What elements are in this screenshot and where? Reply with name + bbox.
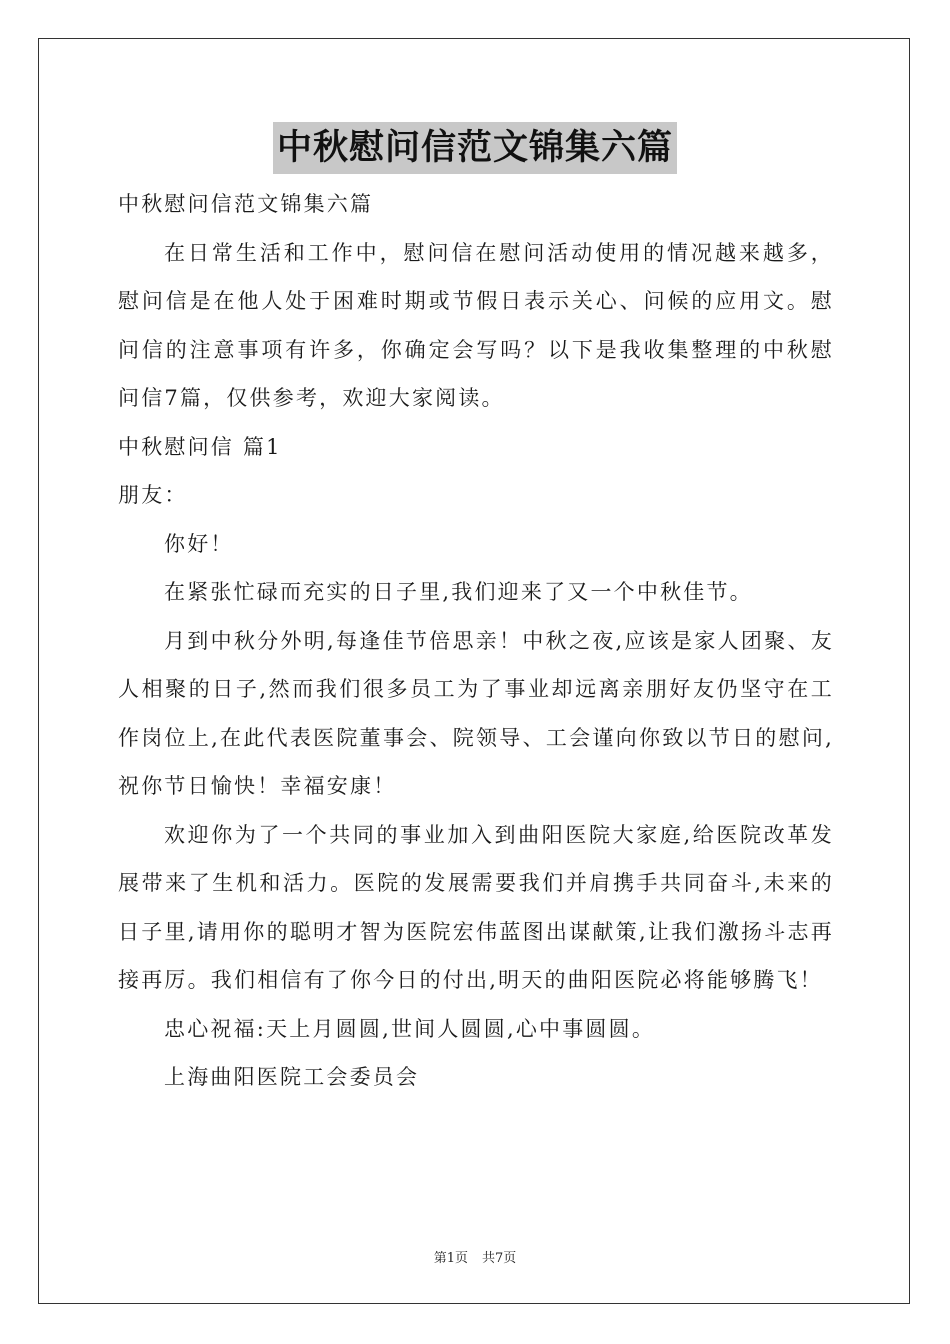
subtitle-line: 中秋慰问信范文锦集六篇 [118,192,374,216]
document-title: 中秋慰问信范文锦集六篇 [273,122,677,174]
greeting: 你好！ [164,531,234,556]
body-paragraph: 月到中秋分外明,每逢佳节倍思亲！中秋之夜,应该是家人团聚、友人相聚的日子,然而我们很多员工为了事业却远离亲朋好友仍坚守在工作岗位上,在此代表医院董事会、院领导、工会谨向你致以节日的慰问,祝你节日愉快！幸福安康！ [118,628,834,798]
page-number: 第1页 [433,1251,468,1266]
blessing-line: 忠心祝福:天上月圆圆,世间人圆圆,心中事圆圆。 [164,1016,656,1041]
signature-line: 上海曲阳医院工会委员会 [164,1065,420,1089]
page-footer [0,1247,950,1266]
document-body [118,180,834,1102]
body-paragraph: 欢迎你为了一个共同的事业加入到曲阳医院大家庭,给医院改革发展带来了生机和活力。医院的发展需要我们并肩携手共同奋斗,未来的日子里,请用你的聪明才智为医院宏伟蓝图出谋献策,让我们激扬斗志再接再厉。我们相信有了你今日的付出,明天的曲阳医院必将能够腾飞！ [118,822,834,992]
title-container [0,122,950,174]
body-paragraph: 在紧张忙碌而充实的日子里,我们迎来了又一个中秋佳节。 [164,580,753,604]
section-heading: 中秋慰问信 篇1 [118,434,282,459]
intro-paragraph: 在日常生活和工作中，慰问信在慰问活动使用的情况越来越多，慰问信是在他人处于困难时期或节假日表示关心、问候的应用文。慰问信的注意事项有许多，你确定会写吗？以下是我收集整理的中秋慰问信7篇，仅供参考，欢迎大家阅读。 [118,240,834,410]
page-total: 共7页 [482,1251,517,1266]
salutation: 朋友： [118,483,188,507]
